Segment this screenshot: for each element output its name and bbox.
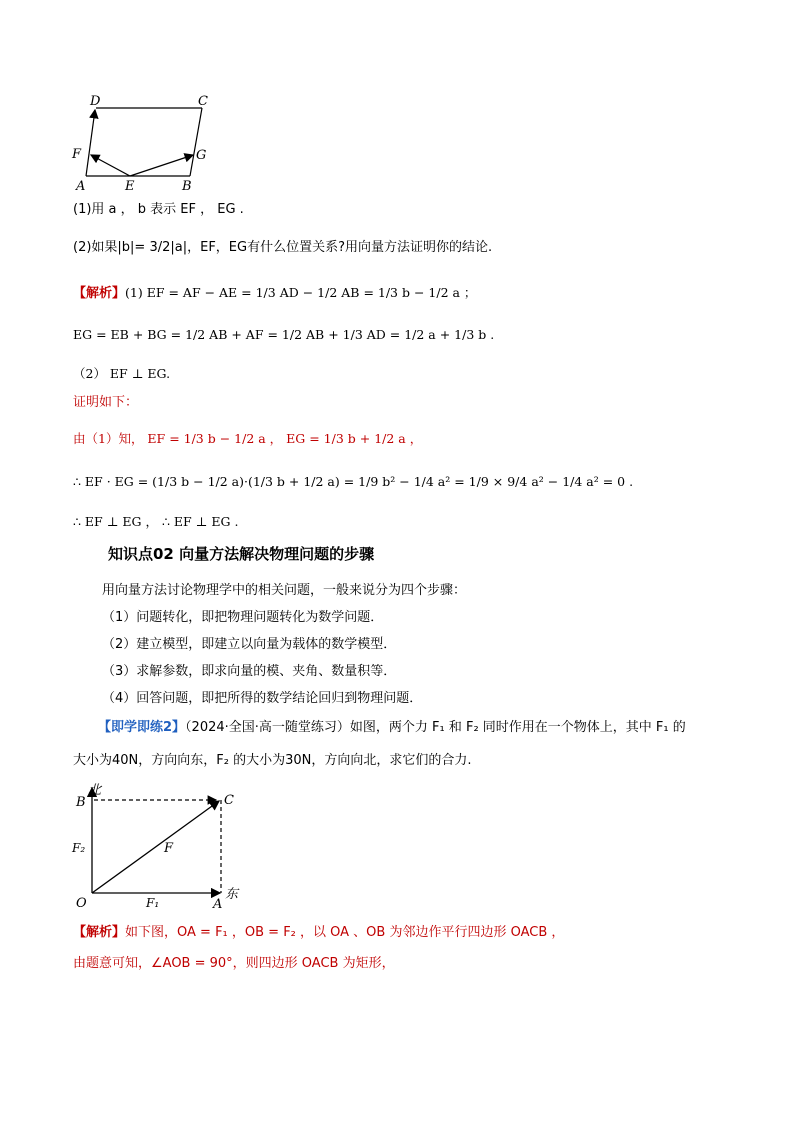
step-4: （4）回答问题，即把所得的数学结论回归到物理问题．: [102, 691, 423, 706]
solution-2-text-1: 如下图，OA = F₁ ，OB = F₂ ，以 OA 、OB 为邻边作平行四边形 OACB ，: [125, 925, 565, 940]
label-D: D: [90, 94, 101, 109]
proof-line-2: ∴ EF · EG = (1/3 b − 1/2 a)·(1/3 b + 1/2 a) = 1/9 b² − 1/4 a² = 1/9 × 9/4 a² − 1/4 a² = 0 .: [73, 474, 634, 489]
label-G: G: [196, 148, 207, 163]
solution-tag: 【解析】: [73, 286, 126, 301]
practice-line-2: 大小为40N，方向向东，F₂ 的大小为30N，方向向北，求它们的合力.: [73, 753, 472, 768]
solution-1-formula-1: (1) EF = AF − AE = 1/3 AD − 1/2 AB = 1/3 b − 1/2 a ；: [125, 285, 477, 300]
label-north: 北: [88, 783, 102, 798]
step-3: （3）求解参数，即求向量的模、夹角、数量积等．: [102, 664, 397, 679]
section-heading: 知识点02 向量方法解决物理问题的步骤: [108, 545, 375, 563]
label-east: 东: [225, 887, 239, 902]
label-fig2-O: O: [76, 896, 87, 910]
label-B: B: [182, 179, 192, 194]
solution-1-line-3: （2） EF ⊥ EG.: [73, 366, 171, 381]
step-2: （2）建立模型，即建立以向量为载体的数学模型．: [102, 637, 397, 652]
label-C: C: [198, 94, 208, 109]
section-intro: 用向量方法讨论物理学中的相关问题，一般来说分为四个步骤：: [102, 583, 467, 598]
parallelogram-figure: [70, 90, 220, 195]
proof-line-3: ∴ EF ⊥ EG ， ∴ EF ⊥ EG .: [73, 514, 239, 529]
question-2: (2)如果|b|= 3/2|a|，EF，EG有什么位置关系?用向量方法证明你的结论.: [73, 240, 493, 255]
solution-1-line-2: EG = EB + BG = 1/2 AB + AF = 1/2 AB + 1/3 AD = 1/2 a + 1/3 b .: [73, 327, 495, 342]
step-1: （1）问题转化，即把物理问题转化为数学问题．: [102, 610, 384, 625]
practice-text-1: （2024·全国·高一随堂练习）如图，两个力 F₁ 和 F₂ 同时作用在一个物体上，其中 F₁ 的: [185, 720, 686, 735]
solution-2-line-1: [73, 924, 564, 942]
label-fig2-C: C: [224, 793, 234, 808]
label-A: A: [76, 179, 86, 194]
proof-line-1: 由（1）知， EF = 1/3 b − 1/2 a ， EG = 1/3 b + 1/2 a ，: [73, 431, 423, 446]
label-F2: F₂: [72, 841, 86, 855]
label-F: F: [72, 147, 82, 162]
question-1: (1)用 a ， b 表示 EF ， EG .: [73, 202, 244, 217]
label-F: F: [164, 841, 174, 856]
label-fig2-A: A: [213, 897, 223, 910]
proof-title: 证明如下：: [73, 395, 139, 410]
force-diagram: [68, 780, 253, 910]
practice-line-1: [98, 719, 686, 737]
label-F1: F₁: [146, 896, 160, 910]
practice-tag: 【即学即练2】: [98, 720, 186, 735]
label-E: E: [125, 179, 135, 194]
label-fig2-B: B: [76, 795, 86, 810]
solution-2-line-2: 由题意可知，∠AOB = 90°，则四边形 OACB 为矩形，: [73, 956, 395, 971]
solution-1-line-1: [73, 284, 476, 303]
solution-2-tag: 【解析】: [73, 925, 126, 940]
